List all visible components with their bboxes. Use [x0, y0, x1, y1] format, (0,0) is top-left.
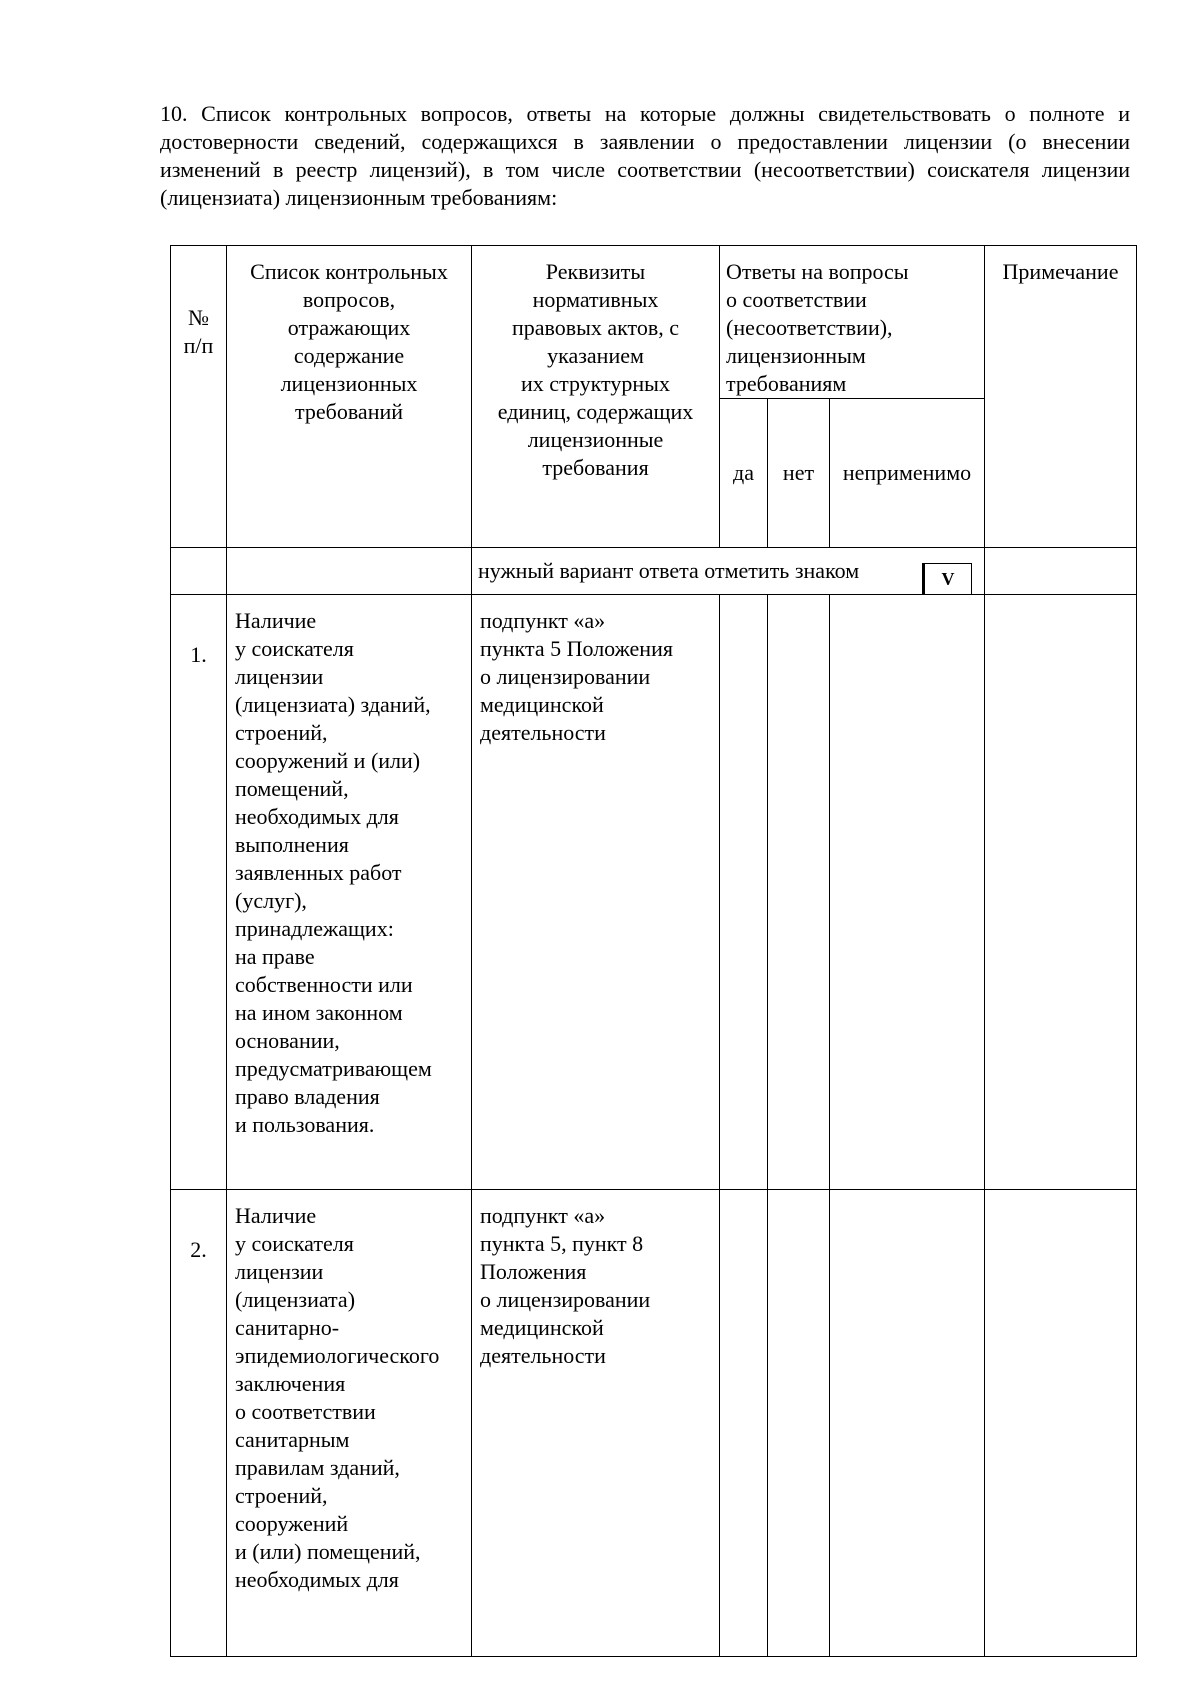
header-questions: Список контрольных вопросов, отражающих содержание лицензионных требований — [227, 246, 472, 548]
header-not-applicable: неприменимо — [830, 399, 985, 548]
header-num: № п/п — [171, 246, 227, 548]
row-question: Наличие у соискателя лицензии (лицензиата) зданий, строений, сооружений и (или) помещений, необходимых для выполнения заявленных работ (услуг), принадлежащих: на праве собственности или на ином законном основании, предусматривающем право владения и пользования. — [227, 595, 472, 1190]
marker-empty-note — [985, 548, 1137, 595]
checklist-table — [170, 245, 1137, 1657]
row-question: Наличие у соискателя лицензии (лицензиата) санитарно- эпидемиологического заключения о соответствии санитарным правилам зданий, строений, сооружений и (или) помещений, необходимых для — [227, 1190, 472, 1657]
marker-text: нужный вариант ответа отметить знаком — [478, 558, 860, 583]
answer-na-cell[interactable] — [830, 595, 985, 1190]
marker-row — [171, 548, 1137, 595]
marker-empty-1 — [171, 548, 227, 595]
row-number: 1. — [171, 595, 227, 1190]
marker-cell — [472, 548, 985, 595]
marker-line — [472, 557, 984, 589]
intro-text: 10. Список контрольных вопросов, ответы на которые должны свидетельствовать о полноте и достоверности сведений, содержащихся в заявлении о предоставлении лицензии (о внесении изменений в реестр лицензий), в том числе соответствии (несоответствии) соискателя лицензии (лицензиата) лицензионным требованиям: — [160, 101, 1130, 210]
header-requisites: Реквизиты нормативных правовых актов, с указанием их структурных единиц, содержащих лицензионные требования — [472, 246, 720, 548]
answer-yes-cell[interactable] — [720, 595, 768, 1190]
row-requisite: подпункт «а» пункта 5 Положения о лицензировании медицинской деятельности — [472, 595, 720, 1190]
header-answers: Ответы на вопросы о соответствии (несоответствии), лицензионным требованиям — [720, 246, 985, 399]
header-yes: да — [720, 399, 768, 548]
row-number: 2. — [171, 1190, 227, 1657]
checklist-table-wrapper — [170, 245, 1136, 1657]
answer-no-cell[interactable] — [768, 1190, 830, 1657]
row-requisite: подпункт «а» пункта 5, пункт 8 Положения о лицензировании медицинской деятельности — [472, 1190, 720, 1657]
table-row — [171, 1190, 1137, 1657]
header-row — [171, 246, 1137, 399]
answer-no-cell[interactable] — [768, 595, 830, 1190]
marker-empty-2 — [227, 548, 472, 595]
table-row — [171, 595, 1137, 1190]
checkmark-sample-box: V — [922, 563, 972, 595]
answer-na-cell[interactable] — [830, 1190, 985, 1657]
note-cell[interactable] — [985, 1190, 1137, 1657]
intro-paragraph — [160, 100, 1130, 212]
header-no: нет — [768, 399, 830, 548]
answer-yes-cell[interactable] — [720, 1190, 768, 1657]
note-cell[interactable] — [985, 595, 1137, 1190]
header-note: Примечание — [985, 246, 1137, 548]
